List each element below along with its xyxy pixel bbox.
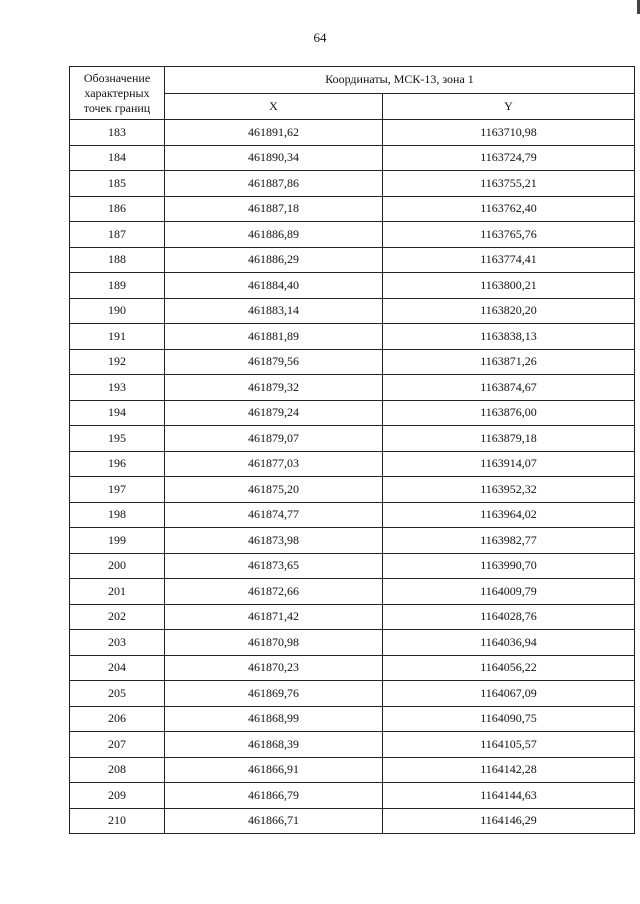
point-number-cell: 203 [70,630,165,656]
y-cell: 1164009,79 [383,579,635,605]
table-row [70,757,635,783]
point-number-cell: 190 [70,298,165,324]
table-row [70,120,635,146]
x-cell: 461873,98 [165,528,383,554]
point-number-cell: 194 [70,400,165,426]
x-cell: 461879,07 [165,426,383,452]
point-number-cell: 209 [70,783,165,809]
point-number-cell: 207 [70,732,165,758]
table-row [70,222,635,248]
y-cell: 1163724,79 [383,145,635,171]
x-cell: 461866,91 [165,757,383,783]
x-cell: 461866,79 [165,783,383,809]
y-cell: 1163876,00 [383,400,635,426]
table-body [70,120,635,834]
y-cell: 1163879,18 [383,426,635,452]
header-y: Y [383,93,635,120]
y-cell: 1163838,13 [383,324,635,350]
y-cell: 1163762,40 [383,196,635,222]
y-cell: 1164028,76 [383,604,635,630]
table-row [70,732,635,758]
x-cell: 461877,03 [165,451,383,477]
y-cell: 1163765,76 [383,222,635,248]
table-row [70,528,635,554]
point-number-cell: 195 [70,426,165,452]
point-number-cell: 210 [70,808,165,834]
y-cell: 1164067,09 [383,681,635,707]
x-cell: 461886,89 [165,222,383,248]
point-number-cell: 191 [70,324,165,350]
table-row [70,426,635,452]
y-cell: 1163990,70 [383,553,635,579]
x-cell: 461869,76 [165,681,383,707]
y-cell: 1164056,22 [383,655,635,681]
x-cell: 461879,56 [165,349,383,375]
table-row [70,375,635,401]
point-number-cell: 183 [70,120,165,146]
x-cell: 461871,42 [165,604,383,630]
point-number-cell: 196 [70,451,165,477]
x-cell: 461879,24 [165,400,383,426]
x-cell: 461887,18 [165,196,383,222]
point-number-cell: 188 [70,247,165,273]
y-cell: 1163952,32 [383,477,635,503]
point-number-cell: 200 [70,553,165,579]
y-cell: 1163871,26 [383,349,635,375]
x-cell: 461884,40 [165,273,383,299]
y-cell: 1163800,21 [383,273,635,299]
table-row [70,298,635,324]
x-cell: 461883,14 [165,298,383,324]
point-number-cell: 208 [70,757,165,783]
point-number-cell: 189 [70,273,165,299]
point-number-cell: 199 [70,528,165,554]
x-cell: 461874,77 [165,502,383,528]
y-cell: 1164036,94 [383,630,635,656]
y-cell: 1163820,20 [383,298,635,324]
table-row [70,451,635,477]
table-row [70,324,635,350]
header-x: X [165,93,383,120]
header-coordinates: Координаты, МСК-13, зона 1 [165,67,635,94]
y-cell: 1164144,63 [383,783,635,809]
point-number-cell: 202 [70,604,165,630]
table-row [70,145,635,171]
table-row [70,655,635,681]
table-row [70,400,635,426]
x-cell: 461870,23 [165,655,383,681]
table-row [70,604,635,630]
x-cell: 461881,89 [165,324,383,350]
table-row [70,171,635,197]
point-number-cell: 184 [70,145,165,171]
point-number-cell: 197 [70,477,165,503]
point-number-cell: 185 [70,171,165,197]
point-number-cell: 193 [70,375,165,401]
page-number: 64 [313,30,327,45]
table-row [70,477,635,503]
table-row [70,681,635,707]
point-number-cell: 201 [70,579,165,605]
y-cell: 1163755,21 [383,171,635,197]
x-cell: 461886,29 [165,247,383,273]
y-cell: 1163914,07 [383,451,635,477]
point-number-cell: 204 [70,655,165,681]
x-cell: 461868,39 [165,732,383,758]
y-cell: 1163774,41 [383,247,635,273]
x-cell: 461868,99 [165,706,383,732]
x-cell: 461891,62 [165,120,383,146]
point-number-cell: 198 [70,502,165,528]
y-cell: 1164142,28 [383,757,635,783]
table-row [70,247,635,273]
x-cell: 461873,65 [165,553,383,579]
x-cell: 461872,66 [165,579,383,605]
x-cell: 461890,34 [165,145,383,171]
x-cell: 461875,20 [165,477,383,503]
point-number-cell: 206 [70,706,165,732]
table-row [70,579,635,605]
x-cell: 461887,86 [165,171,383,197]
y-cell: 1163874,67 [383,375,635,401]
y-cell: 1164146,29 [383,808,635,834]
table-row [70,553,635,579]
table-row [70,808,635,834]
x-cell: 461870,98 [165,630,383,656]
point-number-cell: 186 [70,196,165,222]
x-cell: 461866,71 [165,808,383,834]
table-row [70,196,635,222]
y-cell: 1164105,57 [383,732,635,758]
coordinates-table [69,66,635,834]
header-point-label: Обозначение характерных точек границ [70,67,165,120]
table-row [70,783,635,809]
y-cell: 1163710,98 [383,120,635,146]
table-row [70,706,635,732]
y-cell: 1163964,02 [383,502,635,528]
table-row [70,349,635,375]
point-number-cell: 187 [70,222,165,248]
table-row [70,502,635,528]
y-cell: 1163982,77 [383,528,635,554]
point-number-cell: 192 [70,349,165,375]
x-cell: 461879,32 [165,375,383,401]
table-row [70,273,635,299]
y-cell: 1164090,75 [383,706,635,732]
table-row [70,630,635,656]
point-number-cell: 205 [70,681,165,707]
